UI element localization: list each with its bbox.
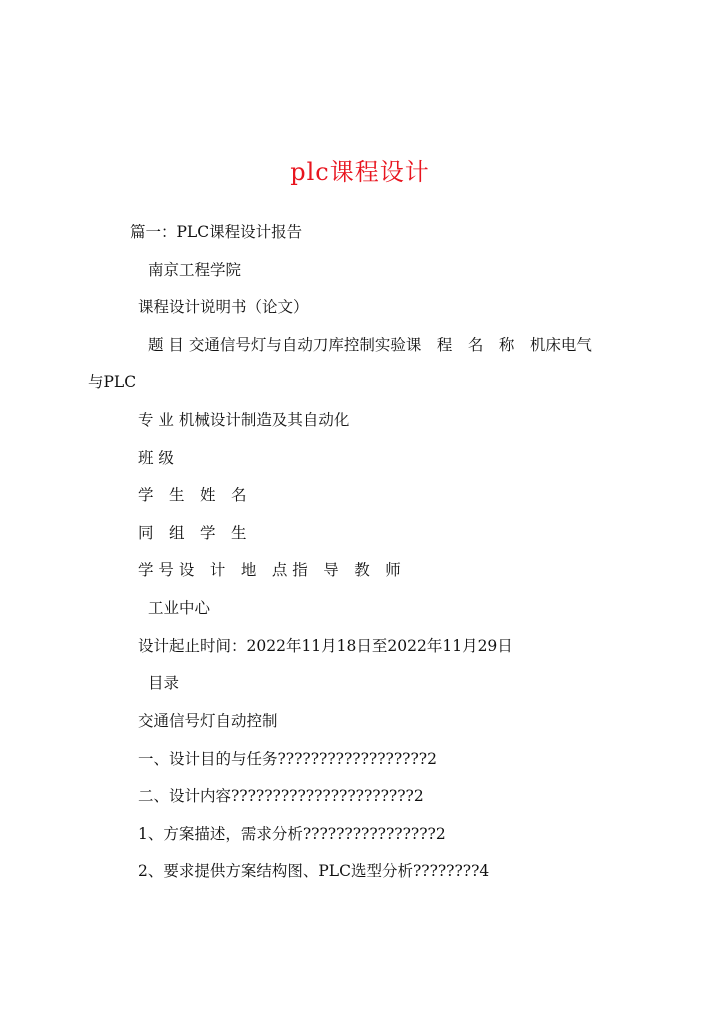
toc-entry-3: 1、方案描述，需求分析????????????????2 — [138, 825, 446, 843]
text-line-group-students: 同 组 学 生 — [138, 524, 247, 542]
toc-entry-4: 2、要求提供方案结构图、PLC选型分析????????4 — [138, 862, 490, 880]
text-line-class: 班 级 — [138, 449, 174, 467]
text-line-traffic-control: 交通信号灯自动控制 — [138, 712, 278, 730]
text-line-design-manual: 课程设计说明书（论文） — [138, 298, 309, 316]
text-line-contents: 目录 — [148, 674, 180, 692]
text-line-industry-center: 工业中心 — [148, 599, 211, 617]
text-line-student-name: 学 生 姓 名 — [138, 486, 247, 504]
text-line-major: 专 业 机械设计制造及其自动化 — [138, 411, 350, 429]
text-line-id-location-advisor: 学 号 设 计 地 点 指 导 教 师 — [138, 561, 401, 579]
text-line-design-period: 设计起止时间：2022年11月18日至2022年11月29日 — [138, 637, 513, 655]
text-line-topic-continued: 与PLC — [88, 373, 137, 391]
toc-entry-1: 一、设计目的与任务??????????????????2 — [138, 750, 437, 768]
text-line-topic: 题 目 交通信号灯与自动刀库控制实验课 程 名 称 机床电气 — [148, 336, 592, 354]
document-title: plc课程设计 — [290, 158, 430, 186]
text-line-school: 南京工程学院 — [148, 261, 242, 279]
text-line-report-heading: 篇一：PLC课程设计报告 — [130, 223, 303, 241]
toc-entry-2: 二、设计内容??????????????????????2 — [138, 787, 424, 805]
